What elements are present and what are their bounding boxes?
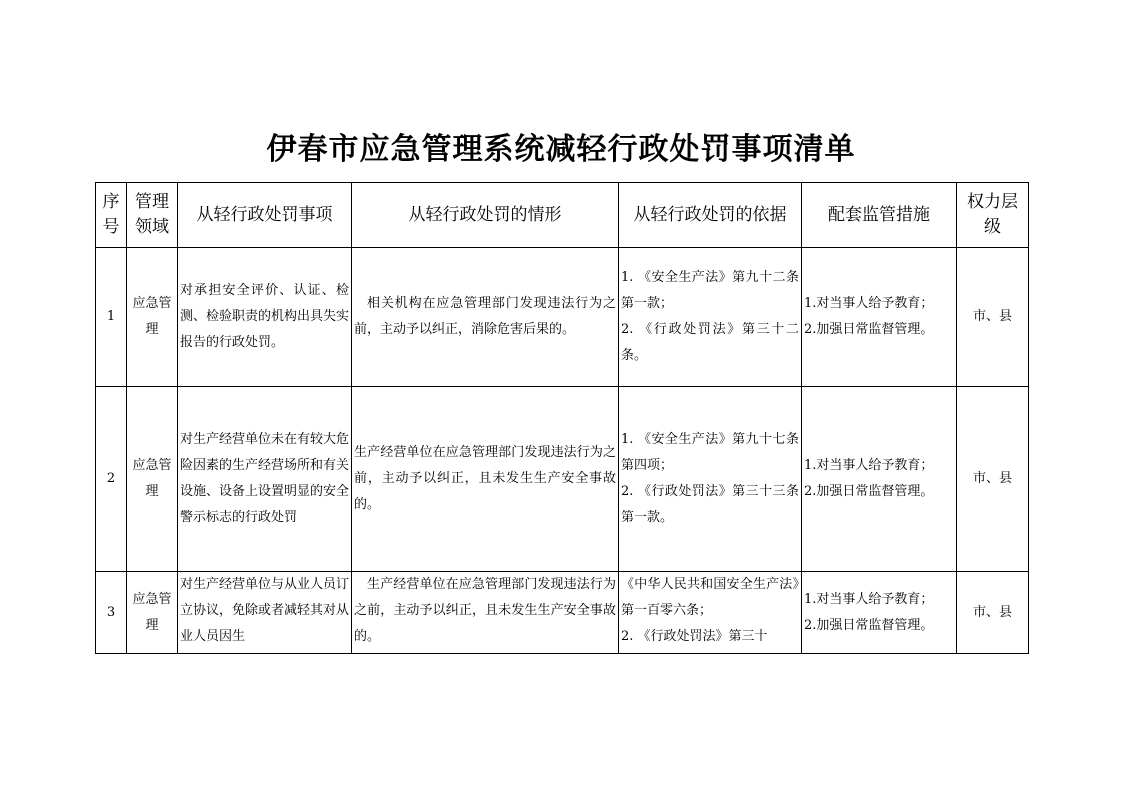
row-basis-line-2: 2. 《行政处罚法》第三十三条第一款。 [621, 484, 799, 525]
row-item-text: 对生产经营单位与从业人员订立协议，免除或者减轻其对从业人员因生 [180, 577, 349, 644]
row-basis-line-2: 2. 《行政处罚法》第三十二条。 [621, 322, 799, 363]
row-basis-line-1: 1. 《安全生产法》第九十二条第一款； [621, 270, 799, 311]
row-measures [802, 248, 957, 387]
row-level: 市、县 [957, 387, 1029, 572]
header-area: 管理领域 [127, 183, 178, 248]
row-item-text: 对承担安全评价、认证、检测、检验职责的机构出具失实报告的行政处罚。 [180, 283, 350, 350]
row-area: 应急管理 [127, 248, 178, 387]
row-measure-2: 2.加强日常监督管理。 [804, 322, 934, 337]
row-item [178, 572, 352, 654]
header-item: 从轻行政处罚事项 [178, 183, 352, 248]
row-basis [619, 572, 802, 654]
row-level: 市、县 [957, 248, 1029, 387]
table-header-row [96, 183, 1029, 248]
row-situation-text: 相关机构在应急管理部门发现违法行为之前，主动予以纠正，消除危害后果的。 [354, 296, 616, 337]
row-measures [802, 387, 957, 572]
row-measure-1: 1.对当事人给予教育； [804, 296, 934, 311]
row-measure-2: 2.加强日常监督管理。 [804, 484, 934, 499]
page-title: 伊春市应急管理系统减轻行政处罚事项清单 [266, 132, 856, 167]
row-situation [352, 248, 619, 387]
header-measures: 配套监管措施 [802, 183, 957, 248]
row-situation [352, 572, 619, 654]
row-num: 2 [96, 387, 127, 572]
row-item [178, 387, 352, 572]
row-num: 1 [96, 248, 127, 387]
header-num: 序号 [96, 183, 127, 248]
row-area: 应急管理 [127, 572, 178, 654]
header-basis: 从轻行政处罚的依据 [619, 183, 802, 248]
row-situation [352, 387, 619, 572]
row-level: 市、县 [957, 572, 1029, 654]
row-item-text: 对生产经营单位未在有较大危险因素的生产经营场所和有关设施、设备上设置明显的安全警示标志的行政处罚 [180, 432, 350, 525]
row-situation-text: 生产经营单位在应急管理部门发现违法行为之前，主动予以纠正，且未发生生产安全事故的。 [354, 445, 616, 512]
table-row [96, 572, 1029, 654]
row-basis-line-2: 2. 《行政处罚法》第三十 [621, 629, 768, 644]
table-row [96, 387, 1029, 572]
header-situation: 从轻行政处罚的情形 [352, 183, 619, 248]
row-area: 应急管理 [127, 387, 178, 572]
row-basis-line-1: 1. 《安全生产法》第九十七条第四项； [621, 432, 799, 473]
row-measures [802, 572, 957, 654]
table-row [96, 248, 1029, 387]
row-measure-1: 1.对当事人给予教育； [804, 458, 934, 473]
row-measure-2: 2.加强日常监督管理。 [804, 617, 934, 633]
header-level: 权力层级 [957, 183, 1029, 248]
row-measure-1: 1.对当事人给予教育； [804, 591, 934, 607]
row-num: 3 [96, 572, 127, 654]
row-situation-text: 生产经营单位在应急管理部门发现违法行为之前，主动予以纠正，且未发生生产安全事故的。 [354, 577, 616, 644]
row-item [178, 248, 352, 387]
row-basis-line-1: 《中华人民共和国安全生产法》第一百零六条； [621, 577, 799, 618]
row-basis [619, 387, 802, 572]
row-basis [619, 248, 802, 387]
penalty-list-table [95, 182, 1029, 654]
